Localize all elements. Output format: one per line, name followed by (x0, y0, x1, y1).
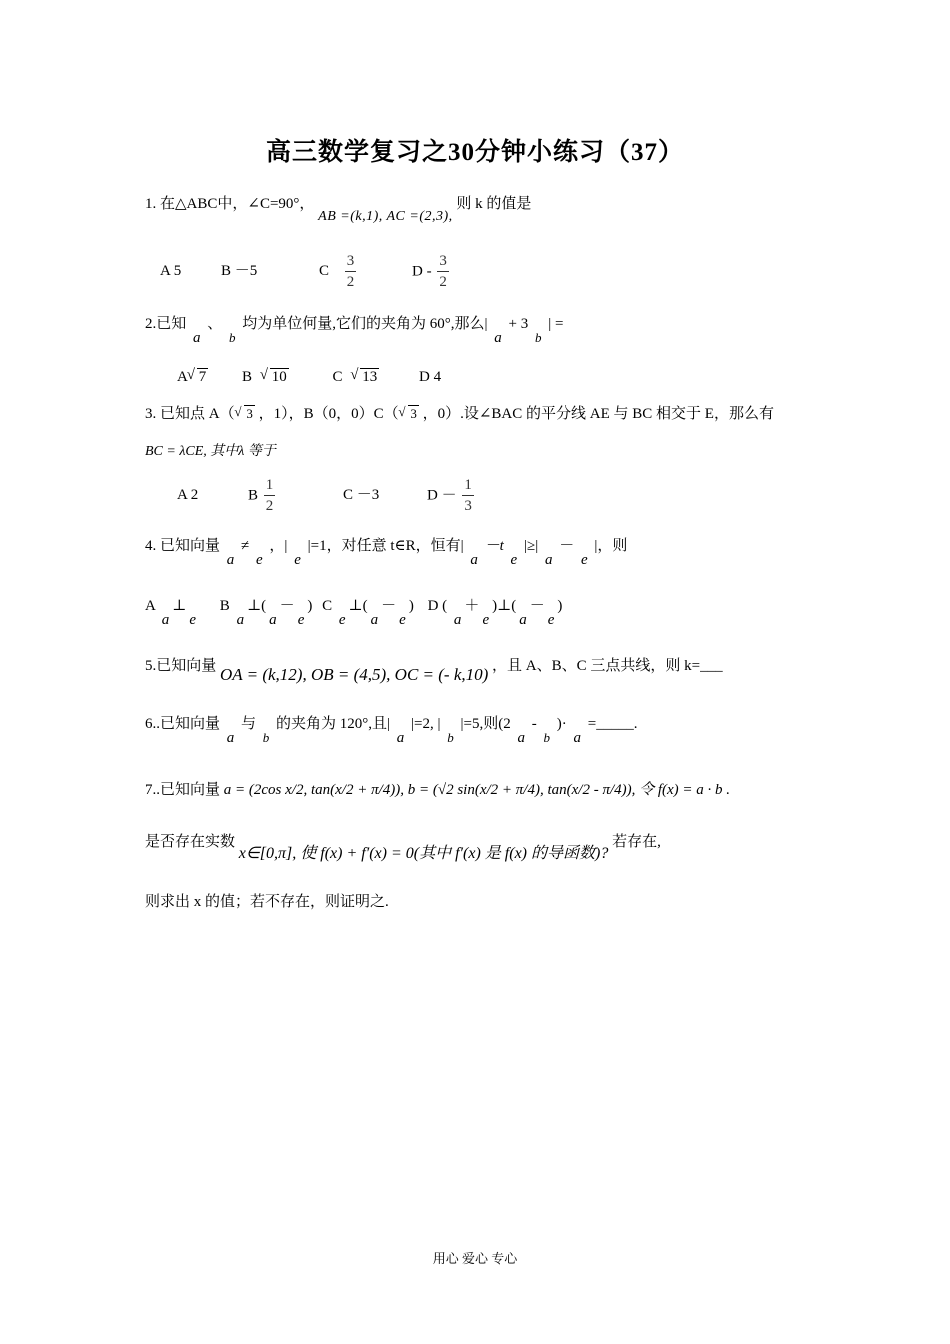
question-1 (145, 192, 532, 224)
question-6 (145, 712, 638, 746)
q2-root-7: √ 7 (197, 368, 209, 386)
q7-text-1: 是否存在实数 (145, 834, 236, 850)
q4-neq: ≠ (241, 538, 250, 554)
q2-stem: 2.已知 (145, 316, 187, 332)
q2-text: 均为单位何量,它们的夹角为 60°,那么| (242, 316, 488, 332)
q4-option-b: B (219, 598, 230, 614)
q1-option-a: A 5 (160, 263, 182, 280)
question-5 (145, 654, 723, 684)
q2-root-10: √ 10 (270, 368, 289, 386)
q4-option-a: A (145, 598, 156, 614)
q6-dot: )· (556, 716, 567, 732)
q3-root-3-b: √ 3 (408, 405, 419, 422)
q3-text-2: ，0）.设∠BAC 的平分线 AE 与 BC 相交于 E，那么有 (422, 406, 774, 422)
question-7 (145, 778, 730, 799)
q4-text-1: ，| (269, 538, 288, 554)
q2-option-b: B (242, 369, 253, 385)
q4-geq: |≥| (523, 538, 539, 554)
q2-plus: + 3 (508, 316, 529, 332)
q3-stem: 3. 已知点 A（ (145, 406, 235, 422)
q3-root-3: √ 3 (244, 405, 255, 422)
page-title: 高三数学复习之30分钟小练习（37） (265, 139, 684, 166)
q1-option-c-fraction: $\frac{3}{2}$ (346, 253, 355, 290)
q7-stem: 7..已知向量 (145, 782, 221, 798)
q6-vector-a-2: a (396, 730, 405, 746)
q2-vector-b-2: b (535, 330, 542, 345)
q1-option-d: D - (412, 263, 432, 280)
q1-tail: 则 k 的值是 (456, 196, 532, 212)
q1-stem: 1. 在△ABC中，∠C=90°， (145, 196, 315, 212)
question-3 (145, 402, 774, 423)
q6-text-3: |=5,则(2 (460, 716, 511, 732)
q2-option-a: A (177, 369, 188, 385)
q2-vector-a-2: a (494, 330, 502, 346)
q5-tail: ，且 A、B、C 三点共线，则 k=___ (492, 658, 723, 674)
q3-option-a: A 2 (177, 487, 199, 504)
q5-stem: 5.已知向量 (145, 658, 217, 674)
q4-text-2: |=1，对任意 t∈R，恒有| (307, 538, 464, 554)
q6-text-with: 与 (241, 716, 257, 732)
q4-option-d: D ( (427, 598, 448, 614)
q4-vector-a: a (226, 552, 235, 568)
q6-vector-a-3: a (517, 730, 525, 746)
q5-expression: OA = (k,12), OB = (4,5), OC = (- k,10) (220, 665, 489, 684)
q1-option-c: C (319, 263, 330, 280)
q7-text-2: 若存在, (612, 834, 661, 850)
q4-stem: 4. 已知向量 (145, 538, 221, 554)
q2-option-d: D 4 (419, 369, 442, 385)
q4-vector-e-4: e (580, 552, 588, 568)
q4-option-c: C (322, 598, 333, 614)
q3-option-d-fraction: $\frac{1}{3}$ (464, 477, 472, 514)
q2-vector-a: a (193, 330, 201, 346)
q3-option-b: B (248, 487, 259, 504)
q4-vector-e-3: e (510, 552, 518, 568)
q6-vector-b-3: b (543, 730, 550, 745)
q6-minus: - (531, 716, 537, 732)
q6-vector-a-4: a (573, 730, 581, 746)
page-footer: 用心 爱心 专心 (432, 1251, 518, 1266)
q4-minus: － (559, 538, 575, 554)
q3-option-c: C －3 (343, 487, 380, 504)
q6-vector-b: b (262, 730, 270, 745)
q7-text-3: 则求出 x 的值；若不存在，则证明之. (145, 894, 389, 910)
q2-vector-b: b (229, 330, 236, 345)
q1-option-b: B －5 (221, 263, 258, 280)
q4-vector-e-2: e (294, 552, 301, 568)
q4-options: A a⊥e B a⊥(a－e) C e⊥(a－e) D ( a＋e)⊥(a－e) (145, 598, 563, 628)
question-4 (145, 534, 628, 568)
q6-vector-b-2: b (447, 730, 454, 745)
q7-condition: x∈[0,π], 使 f(x) + f′(x) = 0(其中 f′(x) 是 f(x) 的导函数)? (238, 845, 609, 862)
q3-options (177, 478, 476, 514)
q6-text-1: 的夹角为 120°,且| (276, 716, 391, 732)
question-2 (145, 312, 564, 346)
q3-option-d: D － (427, 487, 457, 504)
q1-expression: AB =(k,1), AC =(2,3), (318, 209, 453, 224)
q1-option-d-fraction: $\frac{3}{2}$ (439, 253, 447, 290)
q7-line-3 (145, 890, 389, 911)
q3-line-2 (145, 440, 276, 460)
q2-options (177, 368, 441, 386)
q1-options (160, 254, 451, 290)
q6-text-2: |=2, | (411, 716, 441, 732)
q6-stem: 6..已知向量 (145, 716, 221, 732)
q2-root-13: √ 13 (360, 368, 379, 386)
q4-vector-a-2: a (470, 552, 478, 568)
q3-text-1: ，1），B（0，0）C（ (258, 406, 399, 422)
q4-vector-e: e (256, 552, 263, 568)
q2-tail: | = (548, 316, 564, 332)
q6-vector-a: a (226, 730, 235, 746)
q7-expression: a = (2cos x/2, tan(x/2 + π/4)), b = (√2 sin(x/2 + π/4), tan(x/2 - π/4)), 令 f(x) = a · b . (223, 782, 731, 798)
q7-line-2 (145, 828, 661, 862)
q4-vector-a-3: a (544, 552, 553, 568)
q2-option-c: C (332, 369, 343, 385)
q3-option-b-fraction: $\frac{1}{2}$ (265, 477, 274, 514)
q3-lambda-expression: BC = λCE, 其中λ 等于 (145, 444, 276, 459)
q2-separator: 、 (207, 316, 223, 332)
q4-tail: |，则 (594, 538, 628, 554)
q6-tail: =_____. (587, 716, 638, 732)
q4-minus-t: －t (484, 538, 504, 554)
